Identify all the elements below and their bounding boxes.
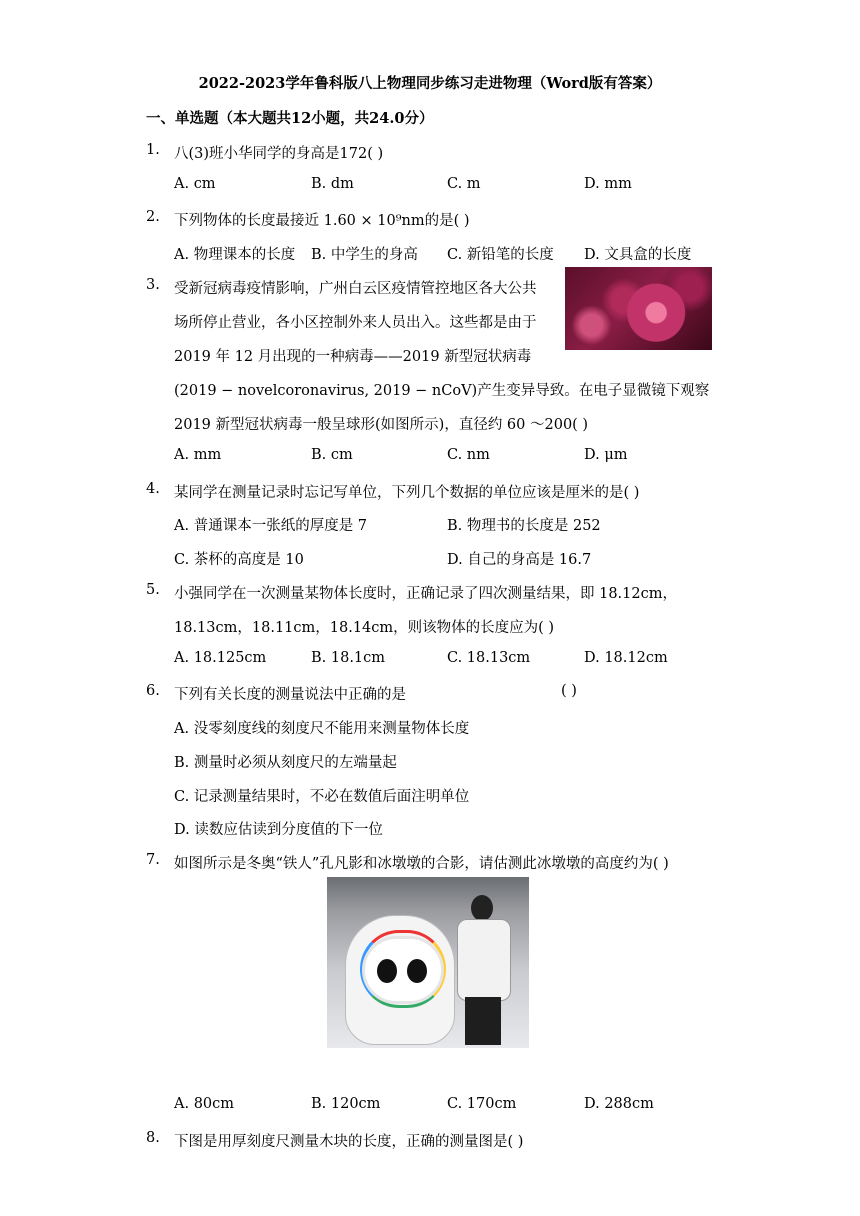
option-b: B. 120cm [311, 1096, 381, 1112]
question-number: 7. [146, 852, 160, 868]
option-c: C. 18.13cm [447, 650, 531, 666]
question-text: 某同学在测量记录时忘记写单位，下列几个数据的单位应该是厘米的是( ) [174, 485, 640, 501]
question-number: 4. [146, 481, 160, 497]
mascot-figure [345, 915, 455, 1045]
document-title: 2022-2023学年鲁科版八上物理同步练习走进物理（Word版有答案） [198, 75, 662, 92]
question-text: 受新冠病毒疫情影响，广州白云区疫情管控地区各大公共 [174, 281, 537, 297]
option-a: A. 没零刻度线的刻度尺不能用来测量物体长度 [174, 721, 470, 737]
question-text: 下列物体的长度最接近 1.60 × 10⁹nm的是( ) [174, 213, 470, 229]
option-c: C. 记录测量结果时，不必在数值后面注明单位 [174, 789, 470, 805]
option-b: B. 物理书的长度是 252 [447, 518, 601, 534]
option-c: C. 新铅笔的长度 [447, 247, 554, 263]
option-d: D. 自己的身高是 16.7 [447, 552, 592, 568]
option-c: C. nm [447, 447, 490, 463]
bing-dwen-dwen-photo [327, 877, 529, 1048]
option-a: A. cm [174, 176, 216, 192]
option-d: D. 文具盒的长度 [584, 247, 692, 263]
question-text-line: 18.13cm，18.11cm，18.14cm，则该物体的长度应为( ) [174, 620, 555, 636]
option-c: C. 茶杯的高度是 10 [174, 552, 304, 568]
option-d: D. 288cm [584, 1096, 654, 1112]
answer-parenthesis: ( ) [561, 683, 577, 699]
question-number: 6. [146, 683, 160, 699]
question-text: 小强同学在一次测量某物体长度时，正确记录了四次测量结果，即 18.12cm， [174, 586, 677, 602]
option-b: B. 18.1cm [311, 650, 386, 666]
option-b: B. 中学生的身高 [311, 247, 418, 263]
coronavirus-image [565, 267, 712, 350]
option-a: A. mm [174, 447, 222, 463]
person-figure [453, 895, 513, 1045]
option-c: C. 170cm [447, 1096, 517, 1112]
question-number: 2. [146, 209, 160, 225]
question-number: 3. [146, 277, 160, 293]
question-number: 5. [146, 582, 160, 598]
question-text-line: (2019 − novelcoronavirus, 2019 − nCoV)产生变异导致。在电子显微镜下观察 [174, 383, 710, 399]
question-text: 如图所示是冬奥“铁人”孔凡影和冰墩墩的合影，请估测此冰墩墩的高度约为( ) [174, 856, 669, 872]
question-text-line: 2019 年 12 月出现的一种病毒——2019 新型冠状病毒 [174, 349, 532, 365]
question-text: 八(3)班小华同学的身高是172( ) [174, 146, 384, 162]
question-text-line: 2019 新型冠状病毒一般呈球形(如图所示)，直径约 60 ～200( ) [174, 417, 589, 433]
section-heading: 一、单选题（本大题共12小题，共24.0分） [146, 110, 434, 127]
question-text: 下列有关长度的测量说法中正确的是 [174, 687, 406, 703]
option-b: B. 测量时必须从刻度尺的左端量起 [174, 755, 397, 771]
option-c: C. m [447, 176, 481, 192]
option-a: A. 80cm [174, 1096, 235, 1112]
question-text-line: 场所停止营业，各小区控制外来人员出入。这些都是由于 [174, 315, 537, 331]
option-d: D. mm [584, 176, 632, 192]
question-number: 1. [146, 142, 160, 158]
option-a: A. 普通课本一张纸的厚度是 7 [174, 518, 368, 534]
option-d: D. μm [584, 447, 628, 463]
option-d: D. 18.12cm [584, 650, 668, 666]
option-d: D. 读数应估读到分度值的下一位 [174, 822, 383, 838]
option-a: A. 18.125cm [174, 650, 267, 666]
option-b: B. dm [311, 176, 354, 192]
option-a: A. 物理课本的长度 [174, 247, 296, 263]
question-text: 下图是用厚刻度尺测量木块的长度，正确的测量图是( ) [174, 1134, 524, 1150]
question-number: 8. [146, 1130, 160, 1146]
option-b: B. cm [311, 447, 353, 463]
